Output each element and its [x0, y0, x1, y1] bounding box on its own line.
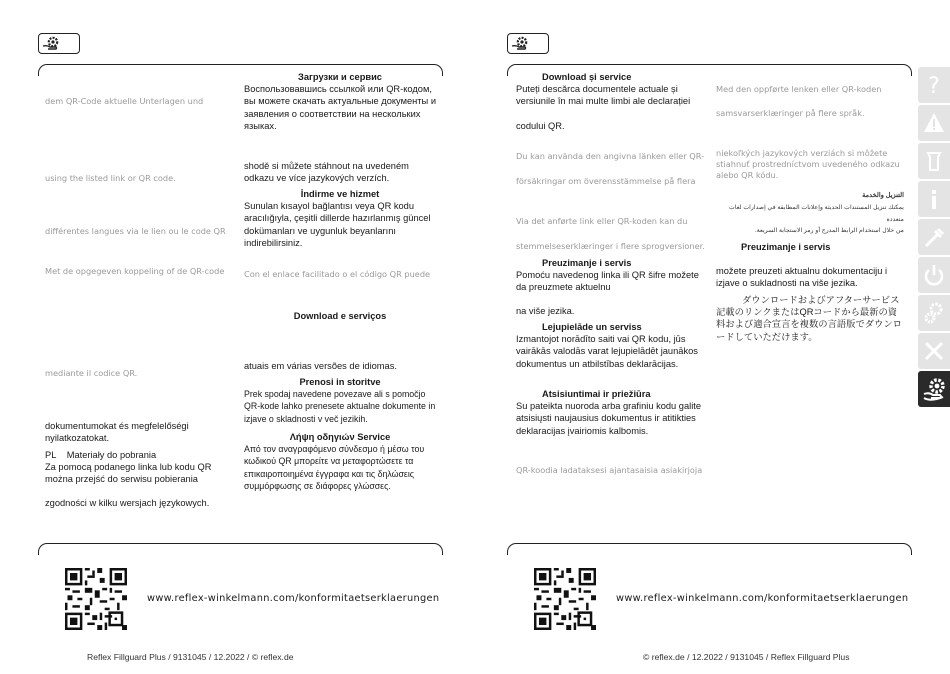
bottom-frame-left — [38, 543, 443, 555]
sl-section — [244, 376, 436, 425]
el-heading: Λήψη οδηγιών Service — [289, 432, 391, 442]
footer-left: Reflex Fillguard Plus / 9131045 / 12.2022 / © reflex.de — [87, 652, 294, 662]
hr-heading: Preuzimanje i servis — [542, 258, 632, 268]
el-body: Από τον αναγραφόμενο σύνδεσμο ή μέσω του κωδικού QR μπορείτε να μεταφορτώσετε τα επικαιροποιημένα έγγραφα και τις δηλώσεις συμμόρφωσης σε διάφορες γλώσσες. — [244, 444, 425, 491]
no-text-2: samsvarserklæringer på flere språk. — [716, 108, 865, 118]
pl-lang-code: PL — [45, 450, 57, 460]
lv-section — [516, 321, 708, 370]
pt-heading: Download e serviços — [293, 311, 387, 321]
pt-heading-wrap — [244, 310, 436, 322]
pl-heading: Materiały do pobrania — [66, 450, 157, 460]
ru-section — [244, 71, 436, 132]
lv-heading: Lejupielāde un serviss — [542, 322, 642, 332]
hr-section — [516, 257, 708, 294]
wrench-icon — [923, 339, 945, 363]
sl-heading: Prenosi in storitve — [299, 377, 381, 387]
document-icon — [923, 149, 945, 173]
it-text: mediante il codice QR. — [45, 368, 138, 378]
lt-heading: Atsisiuntimai ir priežiūra — [542, 389, 651, 399]
ro-tail: codului QR. — [516, 121, 565, 131]
da-text-1: Via det anførte link eller QR-koden kan du — [516, 216, 688, 226]
qr-code-left — [65, 568, 127, 630]
bottom-frame-right — [507, 543, 912, 555]
gears-icon — [923, 301, 945, 325]
tools-icon — [923, 225, 945, 249]
tab-service[interactable] — [918, 371, 950, 407]
no-text-1: Med den oppførte lenken eller QR-koden — [716, 84, 882, 94]
download-url-right[interactable]: www.reflex-winkelmann.com/konformitaetserklaerungen — [616, 593, 909, 604]
es-text: Con el enlace facilitado o el código QR puede — [244, 269, 431, 279]
tab-info[interactable] — [918, 181, 950, 217]
service-icon — [923, 377, 947, 403]
sr-heading: Preuzimanje i servis — [741, 242, 831, 252]
el-section — [244, 431, 436, 492]
power-icon — [923, 263, 945, 287]
ar-body-2: من خلال استخدام الرابط المدرج أو رمز الاستجابة السريعة. — [754, 227, 904, 235]
tr-body: Sunulan kısayol bağlantısı veya QR kodu aracılığıyla, çeşitli dillerde hazırlanmış güncel dokümanları ve uygunluk beyanlarını indirebilirsiniz. — [244, 201, 431, 248]
sr-body: možete preuzeti aktualnu dokumentaciju i izjave o sukladnosti na više jezika. — [716, 266, 888, 289]
warning-icon — [923, 111, 945, 135]
sr-heading-wrap — [716, 241, 908, 253]
tab-help[interactable] — [918, 67, 950, 103]
tr-section — [244, 188, 436, 249]
en-text: using the listed link or QR code. — [45, 173, 176, 183]
qr-code-right — [534, 568, 596, 630]
fr-text: différentes langues via le lien ou le code QR — [45, 226, 226, 236]
nl-text: Met de opgegeven koppeling of de QR-code — [45, 266, 225, 276]
ja-text: ダウンロードおよびアフターサービス記載のリンクまたはQRコードから最新の資料および適合宣言を複数の言語版でダウンロードしていただけます。 — [716, 295, 902, 342]
sv-text-2: försäkringar om överensstämmelse på flera — [516, 176, 696, 186]
pl-body: Za pomocą podanego linka lub kodu QR można przejść do serwisu pobierania — [45, 462, 212, 485]
sv-text-1: Du kan använda den angivna länken eller QR- — [516, 151, 705, 161]
ru-body: Воспользовавшись ссылкой или QR-кодом, вы можете скачать актуальные документы и заявления о соответствии на нескольких языках. — [244, 84, 437, 131]
tab-document[interactable] — [918, 143, 950, 179]
hr-tail: na više jezika. — [516, 306, 575, 316]
sl-body: Prek spodaj navedene povezave ali s pomočjo QR-kode lahko prenesete aktualne dokumente in izjave o skladnosti v več jezikih. — [244, 389, 436, 424]
ru-heading: Загрузки и сервис — [298, 72, 382, 82]
info-icon — [923, 187, 945, 211]
tab-warning[interactable] — [918, 105, 950, 141]
ar-section — [716, 190, 904, 237]
fi-text: QR-koodia ladataksesi ajantasaisia asiakirjoja — [516, 465, 703, 475]
svg-text:?: ? — [928, 74, 940, 97]
tab-gears[interactable] — [918, 295, 950, 331]
ro-section — [516, 71, 708, 108]
de-text: dem QR-Code aktuelle Unterlagen und — [45, 96, 204, 106]
service-header-icon — [507, 33, 549, 54]
ar-body-1: يمكنك تنزيل المستندات الحديثة وإعلانات المطابقة في إصدارات لغات متعددة — [729, 203, 904, 223]
sk-text: niekoľkých jazykových verziách si môžete stiahnuť prostredníctvom uvedeného odkazu alebo QR kódu. — [716, 148, 900, 181]
tab-tools[interactable] — [918, 219, 950, 255]
tr-heading: İndirme ve hizmet — [300, 189, 380, 199]
footer-right: © reflex.de / 12.2022 / 9131045 / Reflex Fillguard Plus — [643, 652, 850, 662]
ro-heading: Download și service — [542, 72, 632, 82]
cs-text: shodě si můžete stáhnout na uvedeném odkazu ve více jazykových verzích. — [244, 161, 409, 184]
hu-text: dokumentumokat és megfelelőségi nyilatkozatokat. — [45, 421, 189, 444]
service-header-icon — [38, 33, 80, 54]
tab-wrench[interactable] — [918, 333, 950, 369]
lt-body: Su pateikta nuoroda arba grafiniu kodu galite atsisiųsti naujausius dokumentus ir atitikties deklaracijas įvairiomis kalbomis. — [516, 401, 702, 436]
tab-power[interactable] — [918, 257, 950, 293]
ar-heading: التنزيل والخدمة — [862, 192, 904, 199]
ro-body: Puteți descărca documentele actuale și versiunile în mai multe limbi ale declarației — [516, 84, 691, 107]
pl-tail: zgodności w kilku wersjach językowych. — [45, 498, 210, 508]
da-text-2: stemmelseserklæringer i flere sprogversioner. — [516, 241, 705, 251]
lv-body: Izmantojot norādīto saiti vai QR kodu, jūs vairākās valodās varat lejupielādēt jaunākos dokumentus un atbilstības deklarācijas. — [516, 334, 698, 369]
download-url-left[interactable]: www.reflex-winkelmann.com/konformitaetserklaerungen — [147, 593, 440, 604]
lt-section — [516, 388, 708, 437]
pl-section — [45, 449, 240, 486]
pt-tail: atuais em várias versões de idiomas. — [244, 361, 397, 371]
help-icon — [923, 73, 945, 97]
hr-body: Pomoću navedenog linka ili QR šifre možete da preuzmete aktuelnu — [516, 270, 699, 293]
